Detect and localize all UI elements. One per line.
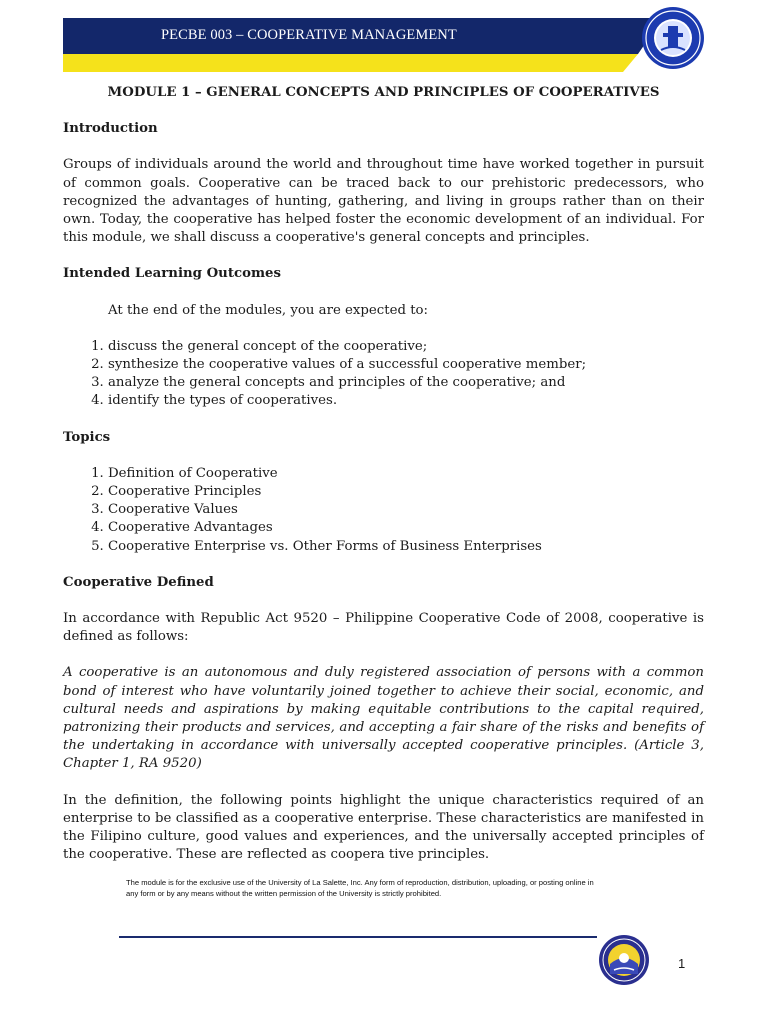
- course-title: PECBE 003 – COOPERATIVE MANAGEMENT: [161, 27, 457, 43]
- list-item: 2. Cooperative Principles: [108, 483, 704, 501]
- module-title: MODULE 1 – GENERAL CONCEPTS AND PRINCIPLES OF COOPERATIVES: [107, 85, 660, 100]
- page-number: 1: [678, 956, 686, 971]
- page-content: [63, 84, 704, 865]
- list-item: 4. Cooperative Advantages: [108, 519, 704, 537]
- introduction-heading: Introduction: [63, 121, 158, 137]
- header-banner: [63, 18, 663, 72]
- topics-list: [63, 465, 704, 556]
- list-item: 2. synthesize the cooperative values of a successful cooperative member;: [108, 356, 704, 374]
- footer-seal-icon: [598, 934, 650, 986]
- topics-heading: Topics: [63, 429, 111, 445]
- introduction-body: Groups of individuals around the world and throughout time have worked together in pursuit of common goals. Cooperative can be traced back to our prehistoric predecessors, who recognized the advantages of hunting, gathering, and living in groups rather than on their own. Today, the cooperative has helped foster the economic development of an individual. For this module, we shall discuss a cooperative's general concepts and principles.: [63, 157, 704, 246]
- list-item: 3. analyze the general concepts and principles of the cooperative; and: [108, 374, 704, 392]
- footer-divider: [119, 936, 597, 938]
- list-item: 1. Definition of Cooperative: [108, 465, 704, 483]
- copyright-notice: The module is for the exclusive use of the University of La Salette, Inc. Any form of reproduction, distribution, uploading, or posting online in any form or by any means without the written permission of the University is strictly prohibited.: [126, 878, 594, 898]
- university-seal-icon: [641, 6, 705, 70]
- list-item: 4. identify the types of cooperatives.: [108, 392, 704, 410]
- list-item: 1. discuss the general concept of the cooperative;: [108, 338, 704, 356]
- outcomes-lead: At the end of the modules, you are expected to:: [108, 302, 429, 318]
- defined-closing: In the definition, the following points highlight the unique characteristics required of an enterprise to be classified as a cooperative enterprise. These characteristics are manifested in the Filipino culture, good values and experiences, and the universally accepted principles of the cooperative. These are reflected as coopera tive principles.: [63, 792, 704, 863]
- definition-quote: A cooperative is an autonomous and duly registered association of persons with a common bond of interest who have voluntarily joined together to achieve their social, economic, and cultural needs and aspirations by making equitable contributions to the capital required, patronizing their products and services, and accepting a fair share of the risks and benefits of the undertaking in accordance with universally accepted cooperative principles. (Article 3, Chapter 1, RA 9520): [63, 665, 704, 772]
- list-item: 5. Cooperative Enterprise vs. Other Forms of Business Enterprises: [108, 538, 704, 556]
- list-item: 3. Cooperative Values: [108, 501, 704, 519]
- outcomes-heading: Intended Learning Outcomes: [63, 266, 281, 282]
- outcomes-list: [63, 338, 704, 411]
- defined-heading: Cooperative Defined: [63, 574, 214, 590]
- defined-lead: In accordance with Republic Act 9520 – Philippine Cooperative Code of 2008, cooperative is defined as follows:: [63, 611, 704, 645]
